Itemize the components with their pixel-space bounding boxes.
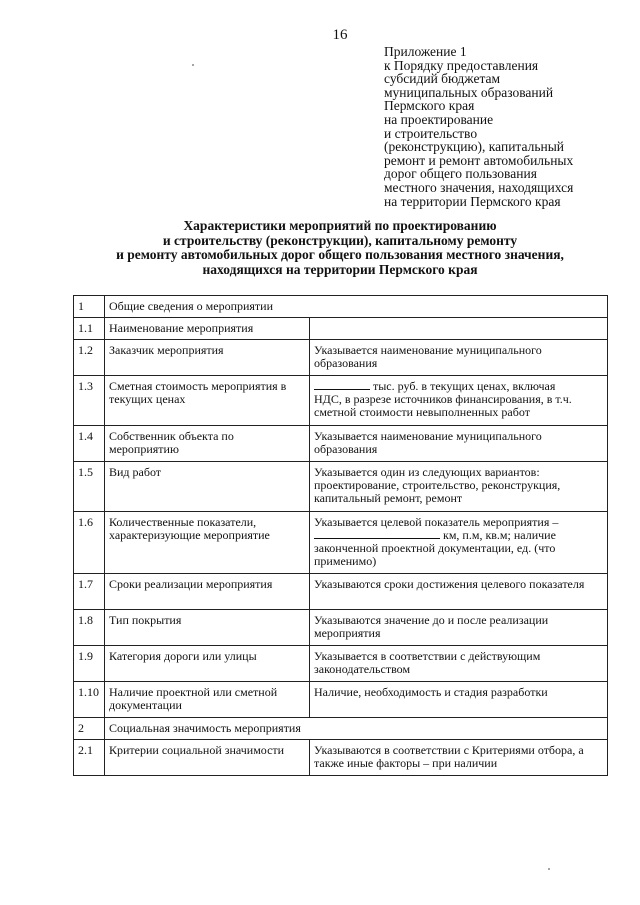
annex-line: Приложение 1	[384, 44, 467, 59]
annex-line: дорог общего пользования	[384, 166, 537, 182]
annex-line: субсидий бюджетам	[384, 71, 501, 87]
row-name: Сметная стоимость мероприятия в текущих ценах	[105, 376, 310, 426]
table-row	[74, 646, 608, 682]
row-number: 1.2	[74, 340, 105, 376]
annex-line: и строительство	[384, 125, 478, 141]
scan-speck	[192, 64, 194, 66]
row-value: Указываются сроки достижения целевого показателя	[310, 574, 608, 610]
annex-block	[384, 45, 634, 208]
row-number: 1	[74, 296, 105, 318]
row-value: Указываются значение до и после реализации мероприятия	[310, 610, 608, 646]
row-value: Указывается в соответствии с действующим законодательством	[310, 646, 608, 682]
annex-line: к Порядку предоставления	[384, 57, 539, 73]
row-value	[310, 376, 608, 426]
row-name: Категория дороги или улицы	[105, 646, 310, 682]
section-title: Общие сведения о мероприятии	[105, 296, 608, 318]
table-row	[74, 376, 608, 426]
table-row	[74, 682, 608, 718]
table-row	[74, 296, 608, 318]
annex-line: Пермского края	[384, 98, 475, 114]
value-text: Указывается целевой показатель мероприятия –	[314, 515, 559, 529]
title-line: и строительству (реконструкции), капитальному ремонту	[162, 232, 518, 248]
section-title: Социальная значимость мероприятия	[105, 718, 608, 740]
table-row	[74, 318, 608, 340]
row-value	[310, 318, 608, 340]
row-number: 1.1	[74, 318, 105, 340]
title-line: находящихся на территории Пермского края	[202, 261, 478, 277]
row-name: Тип покрытия	[105, 610, 310, 646]
value-text: НДС, в разрезе источников финансирования, в т.ч. сметной стоимости невыполненных работ	[314, 392, 572, 419]
row-number: 1.8	[74, 610, 105, 646]
scan-speck	[548, 868, 550, 870]
document-title	[70, 219, 610, 277]
table-row	[74, 426, 608, 462]
row-number: 1.10	[74, 682, 105, 718]
annex-line: (реконструкцию), капитальный	[384, 139, 565, 155]
row-value: Указывается наименование муниципального образования	[310, 340, 608, 376]
value-text: законченной проектной документации, ед. (что применимо)	[314, 541, 556, 568]
row-name: Наименование мероприятия	[105, 318, 310, 340]
annex-line: местного значения, находящихся	[384, 179, 574, 195]
row-number: 1.4	[74, 426, 105, 462]
row-value: Наличие, необходимость и стадия разработки	[310, 682, 608, 718]
row-name: Количественные показатели, характеризующие мероприятие	[105, 512, 310, 574]
row-name: Сроки реализации мероприятия	[105, 574, 310, 610]
row-name: Заказчик мероприятия	[105, 340, 310, 376]
row-number: 2.1	[74, 740, 105, 776]
row-number: 1.5	[74, 462, 105, 512]
row-value	[310, 512, 608, 574]
table-row	[74, 512, 608, 574]
page-number: 16	[332, 27, 348, 43]
table-row	[74, 718, 608, 740]
row-number: 1.3	[74, 376, 105, 426]
row-value: Указывается наименование муниципального образования	[310, 426, 608, 462]
title-line: Характеристики мероприятий по проектированию	[183, 218, 497, 233]
row-name: Собственник объекта по мероприятию	[105, 426, 310, 462]
row-number: 1.9	[74, 646, 105, 682]
row-value: Указываются в соответствии с Критериями отбора, а также иные факторы – при наличии	[310, 740, 608, 776]
row-name: Наличие проектной или сметной документации	[105, 682, 310, 718]
table-row	[74, 574, 608, 610]
table-row	[74, 340, 608, 376]
title-line: и ремонту автомобильных дорог общего пользования местного значения,	[116, 247, 564, 262]
characteristics-table	[73, 295, 608, 776]
row-number: 1.7	[74, 574, 105, 610]
annex-line: на проектирование	[384, 111, 494, 127]
annex-line: муниципальных образований	[384, 84, 554, 100]
row-number: 2	[74, 718, 105, 740]
annex-line: ремонт и ремонт автомобильных	[384, 152, 574, 168]
row-name: Критерии социальной значимости	[105, 740, 310, 776]
row-name: Вид работ	[105, 462, 310, 512]
table-row	[74, 740, 608, 776]
table-row	[74, 462, 608, 512]
annex-line: на территории Пермского края	[384, 193, 561, 209]
blank-line	[314, 389, 370, 390]
value-text: км, п.м, кв.м; наличие	[443, 528, 556, 542]
value-text: тыс. руб. в текущих ценах, включая	[373, 379, 556, 393]
row-number: 1.6	[74, 512, 105, 574]
row-value: Указывается один из следующих вариантов: проектирование, строительство, реконструкция, капитальный ремонт, ремонт	[310, 462, 608, 512]
table-row	[74, 610, 608, 646]
blank-line	[314, 538, 440, 539]
